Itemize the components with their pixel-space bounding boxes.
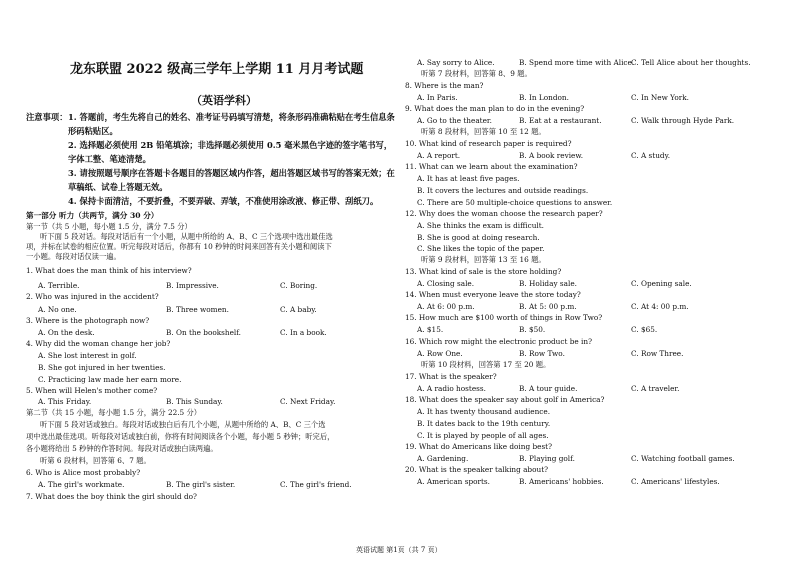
question-stem: 19. What do Americans like doing best? (405, 442, 553, 451)
section1-instructions: 一小题。每段对话仅读一遍。 (26, 252, 121, 261)
option-a: A. Closing sale. (417, 279, 475, 288)
option-b: B. Row Two. (519, 349, 565, 358)
option-c: C. There are 50 multiple-choice questions to answer. (417, 198, 613, 207)
option-c: C. At 4: 00 p.m. (631, 302, 689, 311)
note-item-3: 3. 请按照题号顺序在答题卡各题目的答题区域内作答，超出答题区域书写的答案无效；在草稿纸、试卷上答题无效。 (68, 168, 395, 192)
option-b: B. $50. (519, 325, 546, 334)
question-stem: 12. Why does the woman choose the research paper? (405, 209, 603, 218)
option-b: B. Spend more time with Alice. (519, 58, 635, 67)
option-c: C. Walk through Hyde Park. (631, 116, 735, 125)
option-b: B. On the bookshelf. (166, 328, 242, 337)
option-c: C. In New York. (631, 93, 689, 102)
option-b: B. Playing golf. (519, 454, 575, 463)
exam-notes (26, 110, 396, 208)
option-a: A. No one. (38, 305, 77, 314)
option-b: B. Impressive. (166, 281, 219, 290)
option-c: C. Row Three. (631, 349, 684, 358)
option-b: B. Holiday sale. (519, 279, 577, 288)
question-stem: 1. What does the man think of his interview? (26, 266, 192, 275)
option-a: A. She thinks the exam is difficult. (417, 221, 544, 230)
page-footer: 英语试题 第1页（共 7 页） (356, 546, 442, 554)
question-stem: 16. Which row might the electronic product be in? (405, 337, 592, 346)
option-a: A. A radio hostess. (417, 384, 486, 393)
question-stem: 3. Where is the photograph now? (26, 316, 150, 325)
material-hint: 听第 9 段材料，回答第 13 至 16 题。 (421, 255, 546, 264)
option-c: C. A traveler. (631, 384, 680, 393)
option-a: A. American sports. (417, 477, 490, 486)
section1-instructions: 项，并标在试卷的相应位置。听完每段对话后，你都有 10 秒钟的时间来回答有关小题和阅读下 (26, 242, 332, 251)
question-stem: 15. How much are $100 worth of things in Row Two? (405, 313, 603, 322)
section2-instructions: 听下面 5 段对话或独白。每段对话或独白后有几个小题，从题中所给的 A、B、C 三个选 (40, 420, 326, 429)
material-hint: 听第 6 段材料，回答第 6、7 题。 (40, 456, 151, 465)
option-c: C. Watching football games. (631, 454, 735, 463)
option-b: B. She got injured in her twenties. (38, 363, 166, 372)
question-stem: 17. What is the speaker? (405, 372, 497, 381)
section2-instructions: 项中选出最佳选项。听每段对话或独白前，你将有时间阅读各个小题，每小题 5 秒钟；听完后， (26, 432, 335, 441)
option-b: B. At 5: 00 p.m. (519, 302, 577, 311)
option-b: B. A book review. (519, 151, 584, 160)
question-stem: 13. What kind of sale is the store holding? (405, 267, 562, 276)
question-stem: 6. Who is Alice most probably? (26, 468, 141, 477)
option-c: C. Practicing law made her earn more. (38, 375, 182, 384)
option-c: C. It is played by people of all ages. (417, 431, 549, 440)
question-stem: 2. Who was injured in the accident? (26, 292, 159, 301)
option-a: A. Row One. (417, 349, 463, 358)
option-c: C. Tell Alice about her thoughts. (631, 58, 751, 67)
question-stem: 10. What kind of research paper is required? (405, 139, 572, 148)
option-c: C. Next Friday. (280, 397, 336, 406)
option-a: A. $15. (417, 325, 444, 334)
section2-heading: 第二节（共 15 小题，每小题 1.5 分，满分 22.5 分） (26, 408, 202, 417)
material-hint: 听第 7 段材料，回答第 8、9 题。 (421, 69, 532, 78)
question-stem: 18. What does the speaker say about golf in America? (405, 395, 605, 404)
option-b: B. Eat at a restaurant. (519, 116, 602, 125)
option-a: A. Say sorry to Alice. (417, 58, 495, 67)
option-c: C. A baby. (280, 305, 317, 314)
option-a: A. A report. (417, 151, 461, 160)
exam-subject: （英语学科） (191, 94, 257, 107)
material-hint: 听第 8 段材料，回答第 10 至 12 题。 (421, 127, 546, 136)
option-a: A. It has twenty thousand audience. (417, 407, 551, 416)
notes-heading: 注意事项： (26, 112, 68, 122)
option-c: C. She likes the topic of the paper. (417, 244, 545, 253)
option-b: B. In London. (519, 93, 569, 102)
option-a: A. On the desk. (38, 328, 95, 337)
question-stem: 14. When must everyone leave the store today? (405, 290, 581, 299)
section1-instructions: 听下面 5 段对话。每段对话后有一个小题，从题中所给的 A、B、C 三个选项中选出最佳选 (40, 232, 333, 241)
material-hint: 听第 10 段材料，回答第 17 至 20 题。 (421, 360, 551, 369)
option-a: A. Go to the theater. (417, 116, 492, 125)
option-c: C. Opening sale. (631, 279, 692, 288)
option-a: A. Terrible. (38, 281, 80, 290)
option-b: B. This Sunday. (166, 397, 223, 406)
option-b: B. A tour guide. (519, 384, 578, 393)
option-a: A. At 6: 00 p.m. (417, 302, 475, 311)
option-c: C. In a book. (280, 328, 327, 337)
option-a: A. She lost interest in golf. (38, 351, 137, 360)
option-b: B. It covers the lectures and outside readings. (417, 186, 589, 195)
question-stem: 4. Why did the woman change her job? (26, 339, 171, 348)
option-c: C. The girl's friend. (280, 480, 352, 489)
option-c: C. $65. (631, 325, 658, 334)
part1-heading: 第一部分 听力（共两节，满分 30 分） (26, 211, 159, 220)
option-c: C. Americans' lifestyles. (631, 477, 720, 486)
question-stem: 11. What can we learn about the examination? (405, 162, 578, 171)
option-b: B. Americans' hobbies. (519, 477, 604, 486)
option-a: A. It has at least five pages. (417, 174, 520, 183)
option-b: B. It dates back to the 19th century. (417, 419, 551, 428)
question-stem: 5. When will Helen's mother come? (26, 386, 158, 395)
note-item-2: 2. 选择题必须使用 2B 铅笔填涂；非选择题必须使用 0.5 毫米黑色字迹的签字笔书写，字体工整、笔迹清楚。 (68, 140, 393, 164)
option-a: A. Gardening. (417, 454, 469, 463)
option-a: A. The girl's workmate. (38, 480, 125, 489)
question-stem: 7. What does the boy think the girl should do? (26, 492, 197, 501)
option-c: C. Boring. (280, 281, 318, 290)
section2-instructions: 各小题将给出 5 秒钟的作答时间。每段对话或独白读两遍。 (26, 444, 218, 453)
option-a: A. In Paris. (417, 93, 458, 102)
option-c: C. A study. (631, 151, 671, 160)
question-stem: 9. What does the man plan to do in the evening? (405, 104, 585, 113)
note-item-4: 4. 保持卡面清洁，不要折叠，不要弄破、弄皱，不准使用涂改液、修正带、刮纸刀。 (68, 196, 379, 206)
option-b: B. Three women. (166, 305, 229, 314)
option-b: B. The girl's sister. (166, 480, 236, 489)
note-item-1: 1. 答题前，考生先将自己的姓名、准考证号码填写清楚，将条形码准确粘贴在考生信息条形码粘贴区。 (68, 112, 395, 136)
question-stem: 20. What is the speaker talking about? (405, 465, 549, 474)
option-b: B. She is good at doing research. (417, 233, 540, 242)
option-a: A. This Friday. (38, 397, 92, 406)
exam-title: 龙东联盟 2022 级高三学年上学期 11 月月考试题 (70, 62, 364, 77)
section1-heading: 第一节（共 5 小题，每小题 1.5 分，满分 7.5 分） (26, 222, 192, 231)
question-stem: 8. Where is the man? (405, 81, 484, 90)
